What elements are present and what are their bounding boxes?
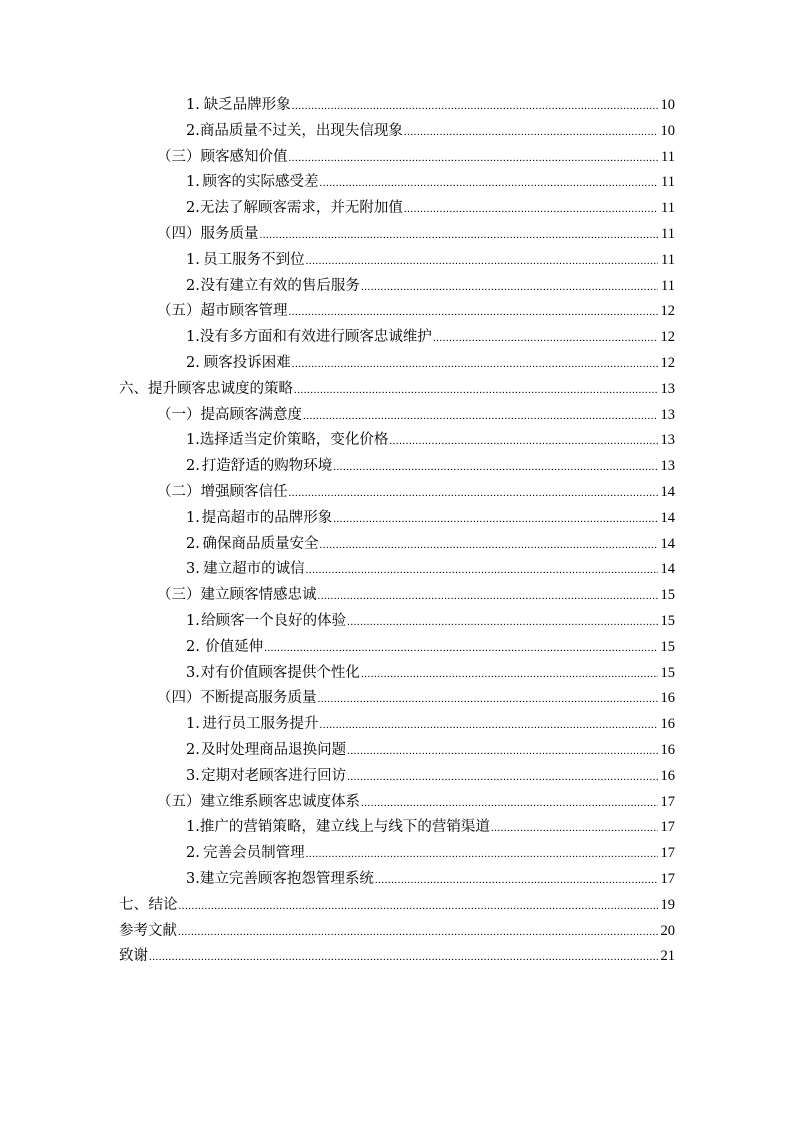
- dot-leader: [294, 378, 658, 404]
- toc-entry[interactable]: [0, 428, 793, 454]
- toc-entry-page-number: 17: [660, 870, 675, 887]
- toc-entry-page-number: 14: [660, 483, 675, 500]
- dot-leader: [264, 636, 658, 662]
- toc-entry-page-number: 10: [660, 97, 675, 113]
- dot-leader: [306, 558, 658, 584]
- dot-leader: [292, 94, 658, 120]
- toc-entry-title: 提高超市的品牌形象: [201, 509, 333, 526]
- toc-entry[interactable]: [0, 299, 793, 325]
- toc-entry-page-number: 20: [660, 922, 675, 939]
- toc-entry-title: 建立顾客情感忠诚: [200, 587, 317, 604]
- dot-leader: [319, 713, 658, 739]
- toc-entry-title: 超市顾客管理: [200, 303, 288, 320]
- toc-entry[interactable]: [0, 377, 793, 403]
- toc-entry[interactable]: [0, 532, 793, 558]
- toc-entry[interactable]: [0, 738, 793, 764]
- toc-entry-title: 参考文献: [119, 922, 177, 939]
- toc-entry-page-number: 14: [660, 509, 675, 526]
- dot-leader: [347, 739, 658, 765]
- toc-entry[interactable]: [0, 403, 793, 429]
- toc-entry-title: 顾客感知价值: [200, 148, 288, 165]
- toc-entry-page-number: 14: [660, 535, 675, 552]
- toc-entry[interactable]: [0, 170, 793, 196]
- dot-leader: [319, 533, 658, 559]
- dot-leader: [361, 275, 658, 301]
- dot-leader: [491, 816, 658, 842]
- toc-entry-page-number: 16: [660, 690, 675, 707]
- toc-entry-title: 及时处理商品退换问题: [201, 741, 347, 758]
- toc-entry-title: 商品质量不过关，出现失信现象: [199, 122, 403, 139]
- toc-entry[interactable]: [0, 145, 793, 171]
- toc-entry-title: 没有多方面和有效进行顾客忠诚维护: [199, 329, 432, 346]
- toc-entry-page-number: 11: [661, 148, 675, 165]
- dot-leader: [318, 584, 659, 610]
- dot-leader: [404, 120, 658, 146]
- toc-entry-number: 1.: [186, 251, 200, 268]
- toc-entry-page-number: 11: [661, 174, 675, 191]
- toc-entry-page-number: 17: [660, 793, 675, 810]
- toc-entry-page-number: 14: [660, 561, 675, 578]
- toc-entry-number: 2.: [186, 458, 200, 475]
- table-of-contents: [0, 93, 793, 970]
- toc-entry[interactable]: [0, 867, 793, 893]
- toc-entry-page-number: 11: [661, 277, 675, 294]
- toc-entry-title: 没有建立有效的售后服务: [200, 277, 360, 294]
- toc-entry-number: 1.: [186, 432, 200, 449]
- toc-entry-page-number: 11: [661, 200, 675, 217]
- toc-entry-title: 价值延伸: [205, 638, 264, 655]
- toc-entry-number: 2.: [186, 845, 200, 862]
- toc-entry-title: 建立完善顾客抱怨管理系统: [199, 870, 374, 887]
- toc-entry-title: 建立维系顾客忠诚度体系: [200, 793, 360, 810]
- toc-entry[interactable]: [0, 351, 793, 377]
- toc-entry-page-number: 19: [660, 896, 675, 913]
- toc-entry-page-number: 13: [660, 380, 675, 397]
- toc-entry-number: 2.: [186, 638, 200, 655]
- toc-entry-title: 提高顾客满意度: [200, 406, 302, 423]
- toc-entry-number: （四）: [157, 225, 201, 242]
- toc-entry-page-number: 12: [660, 329, 675, 346]
- dot-leader: [306, 249, 658, 275]
- toc-entry-page-number: 11: [661, 251, 675, 268]
- toc-entry-title: 不断提高服务质量: [200, 690, 317, 707]
- dot-leader: [375, 868, 658, 894]
- toc-entry[interactable]: [0, 274, 793, 300]
- toc-entry-title: 缺乏品牌形象: [203, 97, 291, 113]
- toc-entry-number: （三）: [157, 148, 201, 165]
- toc-entry[interactable]: [0, 222, 793, 248]
- dot-leader: [347, 610, 658, 636]
- toc-entry-number: 2.: [186, 122, 200, 139]
- toc-entry-number: 3.: [186, 561, 200, 578]
- toc-entry-page-number: 21: [660, 948, 675, 965]
- toc-entry-title: 完善会员制管理: [203, 845, 305, 862]
- toc-entry-number: （五）: [157, 303, 201, 320]
- toc-entry-page-number: 13: [660, 432, 675, 449]
- toc-entry-page-number: 16: [660, 767, 675, 784]
- toc-entry[interactable]: [0, 944, 793, 970]
- toc-entry[interactable]: [0, 248, 793, 274]
- toc-entry-number: （二）: [157, 483, 201, 500]
- toc-entry-number: （五）: [157, 793, 201, 810]
- toc-entry-title: 打造舒适的购物环境: [201, 458, 333, 475]
- toc-entry-page-number: 15: [660, 587, 675, 604]
- dot-leader: [333, 455, 658, 481]
- toc-entry-number: 2.: [186, 741, 200, 758]
- toc-entry[interactable]: [0, 893, 793, 919]
- toc-entry-number: 1.: [186, 174, 200, 191]
- toc-entry-number: 2.: [186, 200, 200, 217]
- dot-leader: [333, 507, 658, 533]
- toc-entry-title: 推广的营销策略，建立线上与线下的营销渠道: [199, 819, 490, 836]
- toc-entry-title: 建立超市的诚信: [203, 561, 305, 578]
- dot-leader: [289, 300, 659, 326]
- toc-entry-number: 1.: [186, 329, 200, 346]
- toc-entry-number: 2.: [186, 535, 200, 552]
- toc-entry-number: （一）: [157, 406, 201, 423]
- toc-entry-title: 员工服务不到位: [203, 251, 305, 268]
- toc-entry-number: 1.: [186, 509, 200, 526]
- toc-entry-title: 增强顾客信任: [200, 483, 288, 500]
- toc-entry-number: 1.: [186, 716, 200, 733]
- toc-entry-number: 2.: [186, 354, 200, 371]
- toc-entry-number: 2.: [186, 277, 200, 294]
- dot-leader: [289, 481, 659, 507]
- toc-entry-title: 选择适当定价策略，变化价格: [199, 432, 389, 449]
- toc-entry-page-number: 15: [660, 612, 675, 629]
- toc-entry-title: 顾客的实际感受差: [202, 174, 319, 191]
- toc-entry-number: 六、: [119, 380, 148, 397]
- toc-entry-title: 确保商品质量安全: [202, 535, 319, 552]
- toc-entry-number: 3.: [186, 767, 200, 784]
- dot-leader: [361, 791, 658, 817]
- toc-entry-page-number: 16: [660, 741, 675, 758]
- toc-entry[interactable]: [0, 686, 793, 712]
- toc-entry[interactable]: [0, 93, 793, 119]
- toc-entry-title: 结论: [148, 896, 178, 913]
- toc-entry-number: （四）: [157, 690, 201, 707]
- toc-entry-number: 3.: [186, 870, 200, 887]
- toc-entry[interactable]: [0, 325, 793, 351]
- toc-entry[interactable]: [0, 196, 793, 222]
- toc-entry-page-number: 13: [660, 458, 675, 475]
- toc-entry-title: 顾客投诉困难: [203, 354, 291, 371]
- dot-leader: [318, 687, 659, 713]
- toc-entry[interactable]: [0, 919, 793, 945]
- toc-entry[interactable]: [0, 790, 793, 816]
- dot-leader: [319, 171, 658, 197]
- dot-leader: [149, 945, 658, 971]
- dot-leader: [179, 894, 659, 920]
- toc-entry-number: 1.: [186, 819, 200, 836]
- dot-leader: [178, 920, 658, 946]
- toc-entry[interactable]: [0, 506, 793, 532]
- toc-entry-number: （三）: [157, 587, 201, 604]
- toc-entry[interactable]: [0, 764, 793, 790]
- toc-entry-page-number: 15: [660, 638, 675, 655]
- toc-entry[interactable]: [0, 712, 793, 738]
- toc-entry-title: 致谢: [119, 948, 148, 965]
- dot-leader: [289, 146, 659, 172]
- dot-leader: [433, 326, 658, 352]
- toc-entry-page-number: 17: [660, 819, 675, 836]
- toc-entry[interactable]: [0, 815, 793, 841]
- toc-entry-page-number: 12: [660, 303, 675, 320]
- toc-entry-number: 1.: [186, 612, 200, 629]
- dot-leader: [303, 404, 658, 430]
- toc-entry[interactable]: [0, 454, 793, 480]
- toc-entry-page-number: 13: [660, 406, 675, 423]
- toc-entry-number: 1.: [186, 97, 200, 113]
- toc-entry-page-number: 17: [660, 845, 675, 862]
- toc-entry[interactable]: [0, 635, 793, 661]
- toc-entry-page-number: 12: [660, 354, 675, 371]
- dot-leader: [404, 197, 658, 223]
- toc-entry[interactable]: [0, 119, 793, 145]
- toc-entry[interactable]: [0, 609, 793, 635]
- toc-entry-title: 定期对老顾客进行回访: [201, 767, 347, 784]
- toc-entry[interactable]: [0, 661, 793, 687]
- toc-entry-title: 给顾客一个良好的体验: [201, 612, 347, 629]
- toc-entry[interactable]: [0, 841, 793, 867]
- toc-entry-page-number: 16: [660, 716, 675, 733]
- toc-entry-title: 服务质量: [200, 225, 259, 242]
- toc-entry-page-number: 11: [661, 225, 675, 242]
- toc-entry-title: 无法了解顾客需求，并无附加值: [199, 200, 403, 217]
- dot-leader: [347, 765, 658, 791]
- toc-entry-title: 进行员工服务提升: [202, 716, 319, 733]
- toc-entry[interactable]: [0, 557, 793, 583]
- dot-leader: [306, 842, 658, 868]
- dot-leader: [361, 662, 658, 688]
- toc-entry[interactable]: [0, 583, 793, 609]
- dot-leader: [260, 223, 659, 249]
- dot-leader: [292, 352, 658, 378]
- toc-entry-title: 对有价值顾客提供个性化: [200, 664, 360, 681]
- toc-entry[interactable]: [0, 480, 793, 506]
- toc-entry-page-number: 15: [660, 664, 675, 681]
- toc-entry-number: 七、: [119, 896, 148, 913]
- dot-leader: [389, 429, 658, 455]
- toc-entry-page-number: 10: [660, 122, 675, 139]
- toc-entry-number: 3.: [186, 664, 200, 681]
- toc-entry-title: 提升顾客忠诚度的策略: [148, 380, 293, 397]
